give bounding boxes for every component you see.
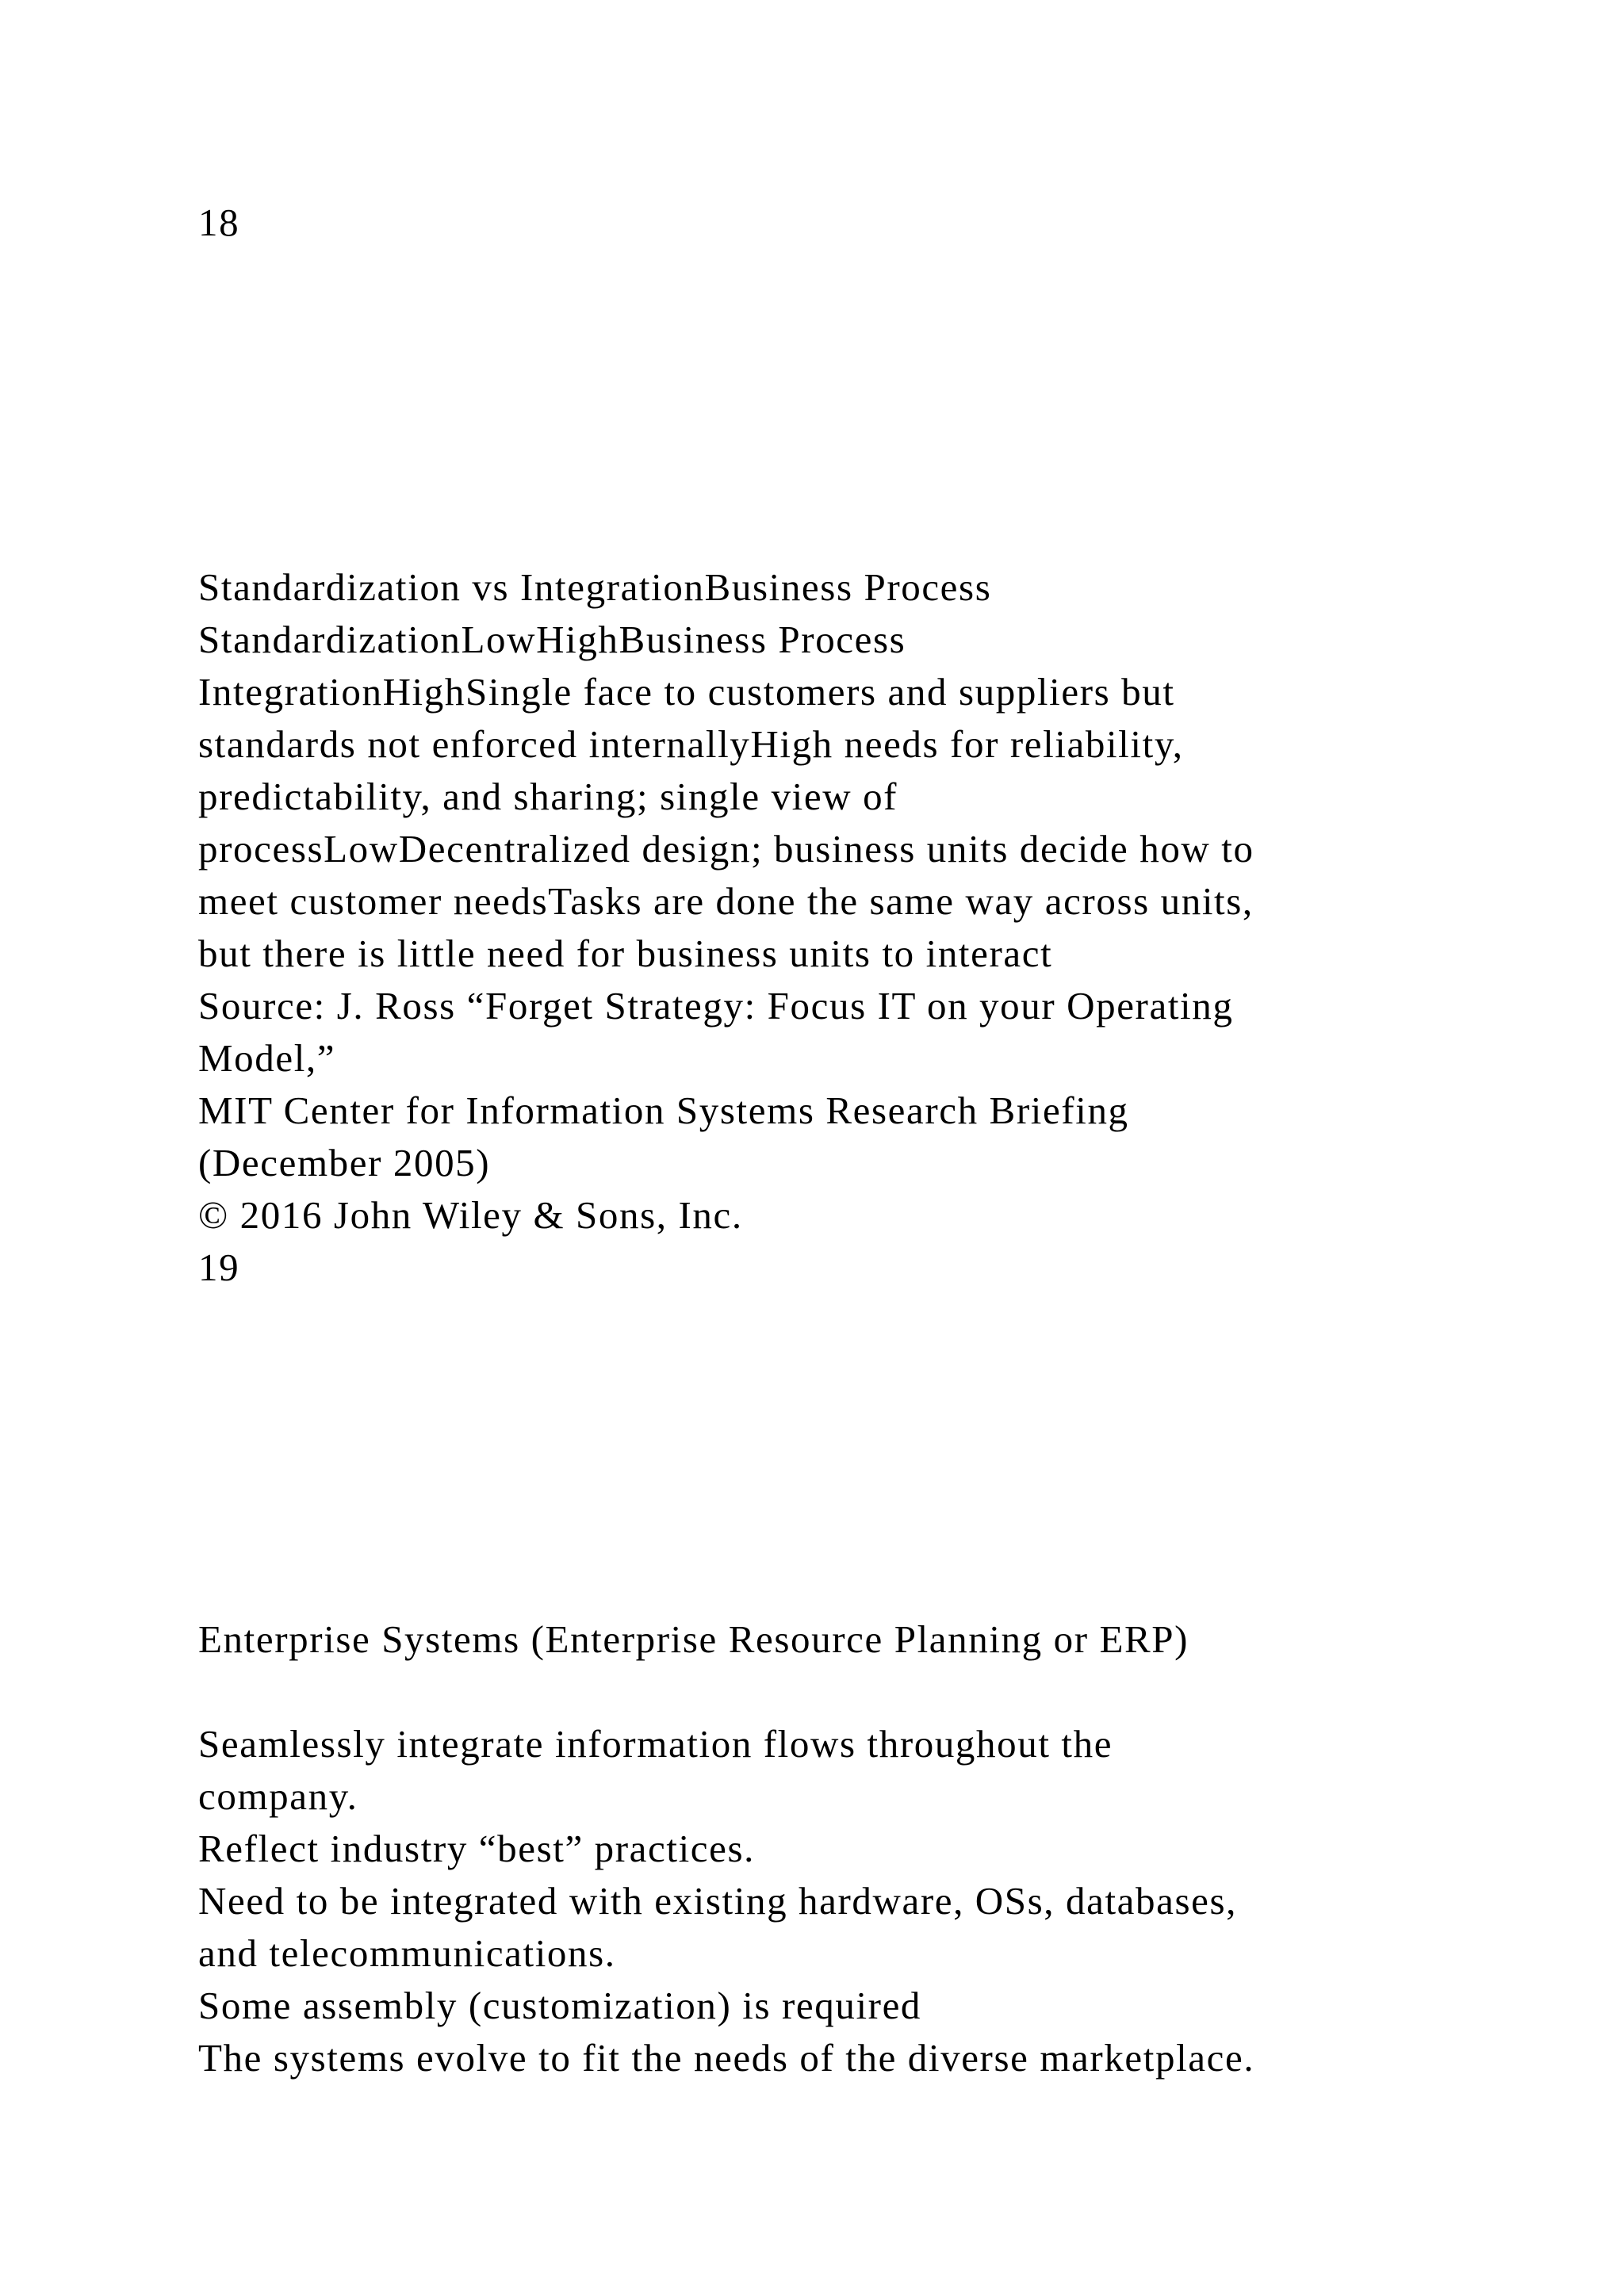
- text-line: predictability, and sharing; single view of: [198, 775, 898, 818]
- text-line: meet customer needsTasks are done the same way across units,: [198, 879, 1254, 923]
- source-citation-line: Model,”: [198, 1036, 336, 1080]
- source-citation-line: (December 2005): [198, 1141, 491, 1184]
- text-line: and telecommunications.: [198, 1931, 616, 1975]
- source-citation-line: Source: J. Ross “Forget Strategy: Focus IT on your Operating: [198, 984, 1234, 1027]
- text-line: but there is little need for business units to interact: [198, 932, 1053, 975]
- text-line: standards not enforced internallyHigh needs for reliability,: [198, 722, 1184, 766]
- text-line: The systems evolve to fit the needs of the diverse marketplace.: [198, 2036, 1255, 2080]
- enterprise-systems-section: [198, 1613, 1499, 2084]
- text-line: Standardization vs IntegrationBusiness Process: [198, 565, 992, 609]
- page-number-text: 18: [198, 201, 240, 244]
- standardization-integration-section: [198, 561, 1499, 1294]
- source-citation-line: MIT Center for Information Systems Research Briefing: [198, 1089, 1129, 1132]
- text-line: Reflect industry “best” practices.: [198, 1827, 756, 1870]
- text-line: processLowDecentralized design; business units decide how to: [198, 827, 1254, 871]
- page-number: [198, 197, 1499, 249]
- blank-line: [198, 1666, 1499, 1718]
- section-heading: Enterprise Systems (Enterprise Resource Planning or ERP): [198, 1617, 1189, 1661]
- text-line: Seamlessly integrate information flows throughout the: [198, 1722, 1113, 1766]
- text-line: StandardizationLowHighBusiness Process: [198, 618, 906, 661]
- text-line: Some assembly (customization) is required: [198, 1984, 922, 2027]
- copyright-line: © 2016 John Wiley & Sons, Inc.: [198, 1193, 743, 1237]
- page-number: 19: [198, 1246, 240, 1289]
- text-line: company.: [198, 1774, 358, 1818]
- text-line: IntegrationHighSingle face to customers and suppliers but: [198, 670, 1175, 714]
- text-line: Need to be integrated with existing hardware, OSs, databases,: [198, 1879, 1237, 1923]
